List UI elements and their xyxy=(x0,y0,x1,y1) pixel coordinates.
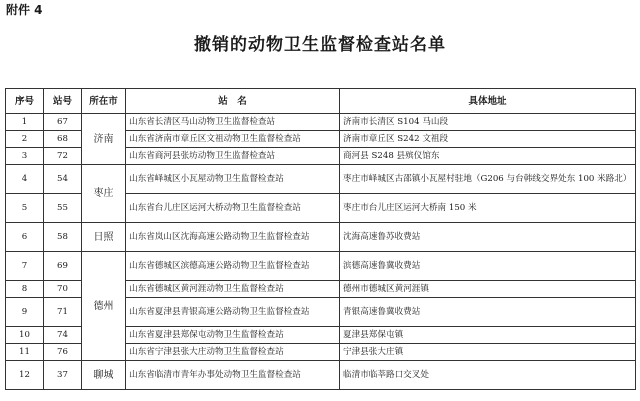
cell-seq: 7 xyxy=(6,252,44,281)
table-row xyxy=(6,165,636,194)
cell-address: 商河县 S248 县殡仪馆东 xyxy=(340,148,636,165)
cell-name: 山东省峄城区小瓦屋动物卫生监督检查站 xyxy=(126,165,340,194)
cell-name: 山东省夏津县郑保屯动物卫生监督检查站 xyxy=(126,327,340,344)
cell-station-no: 67 xyxy=(44,114,82,131)
cell-seq: 2 xyxy=(6,131,44,148)
cell-seq: 1 xyxy=(6,114,44,131)
header-station-no: 站号 xyxy=(44,89,82,114)
header-seq: 序号 xyxy=(6,89,44,114)
cell-address: 枣庄市峄城区古邵镇小瓦屋村驻地（G206 与台韩线交界处东 100 米路北） xyxy=(340,165,636,194)
table-row xyxy=(6,223,636,252)
cell-station-no: 37 xyxy=(44,361,82,390)
cell-seq: 8 xyxy=(6,281,44,298)
station-table xyxy=(5,88,636,390)
cell-address: 济南市章丘区 S242 文祖段 xyxy=(340,131,636,148)
cell-address: 枣庄市台儿庄区运河大桥南 150 米 xyxy=(340,194,636,223)
cell-name: 山东省德城区滨德高速公路动物卫生监督检查站 xyxy=(126,252,340,281)
cell-station-no: 69 xyxy=(44,252,82,281)
cell-city: 聊城 xyxy=(82,361,126,390)
cell-station-no: 58 xyxy=(44,223,82,252)
cell-seq: 5 xyxy=(6,194,44,223)
cell-address: 沈海高速鲁苏收费站 xyxy=(340,223,636,252)
cell-seq: 11 xyxy=(6,344,44,361)
cell-name: 山东省长清区马山动物卫生监督检查站 xyxy=(126,114,340,131)
header-city: 所在市 xyxy=(82,89,126,114)
cell-station-no: 54 xyxy=(44,165,82,194)
cell-station-no: 72 xyxy=(44,148,82,165)
cell-address: 济南市长清区 S104 马山段 xyxy=(340,114,636,131)
cell-seq: 4 xyxy=(6,165,44,194)
table-header-row xyxy=(6,89,636,114)
header-name: 站 名 xyxy=(126,89,340,114)
cell-city: 日照 xyxy=(82,223,126,252)
cell-name: 山东省夏津县青银高速公路动物卫生监督检查站 xyxy=(126,298,340,327)
cell-city: 德州 xyxy=(82,252,126,361)
cell-name: 山东省济南市章丘区文祖动物卫生监督检查站 xyxy=(126,131,340,148)
page-title: 撤销的动物卫生监督检查站名单 xyxy=(194,35,446,55)
cell-address: 宁津县张大庄镇 xyxy=(340,344,636,361)
cell-seq: 10 xyxy=(6,327,44,344)
cell-name: 山东省岚山区沈海高速公路动物卫生监督检查站 xyxy=(126,223,340,252)
cell-name: 山东省临清市青年办事处动物卫生监督检查站 xyxy=(126,361,340,390)
cell-seq: 9 xyxy=(6,298,44,327)
cell-seq: 3 xyxy=(6,148,44,165)
cell-station-no: 71 xyxy=(44,298,82,327)
cell-name: 山东省宁津县张大庄动物卫生监督检查站 xyxy=(126,344,340,361)
cell-city: 济南 xyxy=(82,114,126,165)
attachment-label: 附件 4 xyxy=(6,3,43,17)
cell-station-no: 55 xyxy=(44,194,82,223)
cell-address: 青银高速鲁冀收费站 xyxy=(340,298,636,327)
table-row xyxy=(6,361,636,390)
cell-name: 山东省德城区黄河涯动物卫生监督检查站 xyxy=(126,281,340,298)
cell-station-no: 74 xyxy=(44,327,82,344)
cell-station-no: 76 xyxy=(44,344,82,361)
cell-seq: 6 xyxy=(6,223,44,252)
header-address: 具体地址 xyxy=(340,89,636,114)
cell-seq: 12 xyxy=(6,361,44,390)
cell-city: 枣庄 xyxy=(82,165,126,223)
cell-station-no: 68 xyxy=(44,131,82,148)
cell-address: 夏津县郑保屯镇 xyxy=(340,327,636,344)
cell-station-no: 70 xyxy=(44,281,82,298)
table-row xyxy=(6,252,636,281)
cell-name: 山东省台儿庄区运河大桥动物卫生监督检查站 xyxy=(126,194,340,223)
cell-name: 山东省商河县张坊动物卫生监督检查站 xyxy=(126,148,340,165)
table-row xyxy=(6,114,636,131)
cell-address: 滨德高速鲁冀收费站 xyxy=(340,252,636,281)
cell-address: 德州市德城区黄河涯镇 xyxy=(340,281,636,298)
cell-address: 临清市临莘路口交叉处 xyxy=(340,361,636,390)
